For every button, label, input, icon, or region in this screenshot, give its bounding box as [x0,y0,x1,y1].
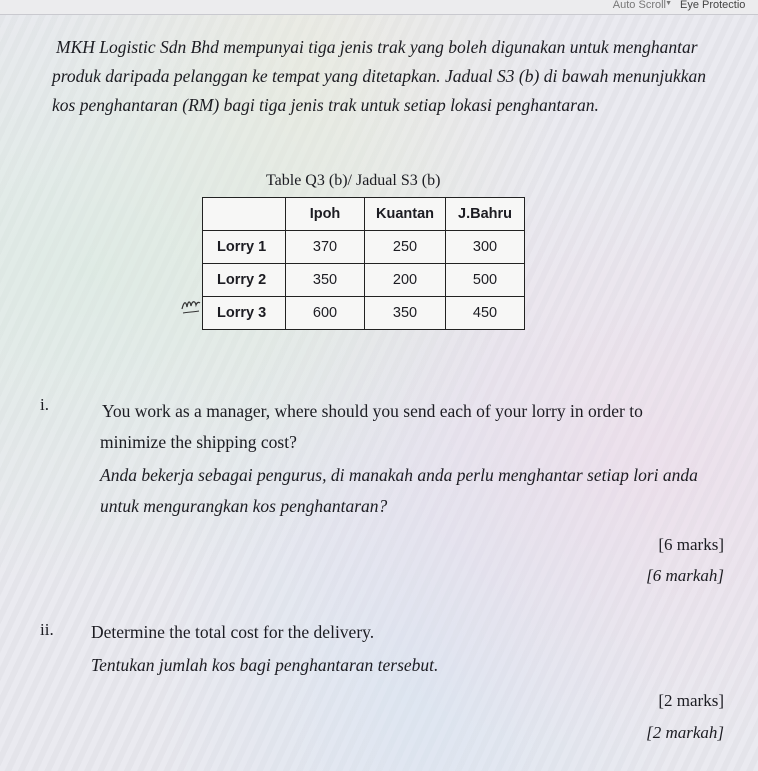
intro-line-1: MKH Logistic Sdn Bhd mempunyai tiga jenis trak yang boleh digunakan untuk menghantar [56,37,698,57]
viewer-toolbar [0,0,758,15]
question-i-number: i. [40,395,49,414]
table-cell: 450 [446,297,525,330]
table-cell: 370 [286,231,365,264]
question-i-english-line-2: minimize the shipping cost? [100,432,297,452]
table-caption: Table Q3 (b)/ Jadual S3 (b) [266,172,441,189]
question-ii-malay-line-1: Tentukan jumlah kos bagi penghantaran tersebut. [91,655,439,675]
question-ii-number: ii. [40,620,54,639]
pen-mark-icon [180,297,202,315]
table-row [203,297,525,330]
question-ii-marks-malay: [2 markah] [646,723,724,742]
table-cell: 200 [365,264,446,297]
table-row [203,264,525,297]
eye-protection-button[interactable]: Eye Protectio [680,0,746,11]
table-cell: 500 [446,264,525,297]
table-cell: 300 [446,231,525,264]
question-i-marks-english: [6 marks] [658,535,724,554]
table-header-row [203,198,525,231]
cost-table [202,197,525,330]
intro-line-2: produk daripada pelanggan ke tempat yang ditetapkan. Jadual S3 (b) di bawah menunjukkan [52,66,707,86]
column-header-kuantan: Kuantan [365,198,446,231]
question-i-marks-malay: [6 markah] [646,566,724,585]
question-ii-marks-english: [2 marks] [658,691,724,710]
table-cell: 250 [365,231,446,264]
table-corner-cell [203,198,286,231]
intro-paragraph [52,33,742,120]
table-row [203,231,525,264]
column-header-ipoh: Ipoh [286,198,365,231]
document-page [0,15,758,771]
question-i-malay-line-2: untuk mengurangkan kos penghantaran? [100,496,388,516]
question-i-malay-line-1: Anda bekerja sebagai pengurus, di manakah anda perlu menghantar setiap lori anda [100,465,698,485]
row-header-lorry-2: Lorry 2 [203,264,286,297]
intro-line-3: kos penghantaran (RM) bagi tiga jenis trak untuk setiap lokasi penghantaran. [52,95,599,115]
column-header-jbahru: J.Bahru [446,198,525,231]
row-header-lorry-1: Lorry 1 [203,231,286,264]
chevron-down-icon[interactable]: ▼ [665,0,672,7]
table-cell: 350 [365,297,446,330]
auto-scroll-button[interactable]: Auto Scroll [612,0,666,11]
table-cell: 600 [286,297,365,330]
table-cell: 350 [286,264,365,297]
question-i-english-line-1: You work as a manager, where should you send each of your lorry in order to [102,401,643,421]
row-header-lorry-3: Lorry 3 [203,297,286,330]
question-ii-english-line-1: Determine the total cost for the delivery. [91,622,375,642]
